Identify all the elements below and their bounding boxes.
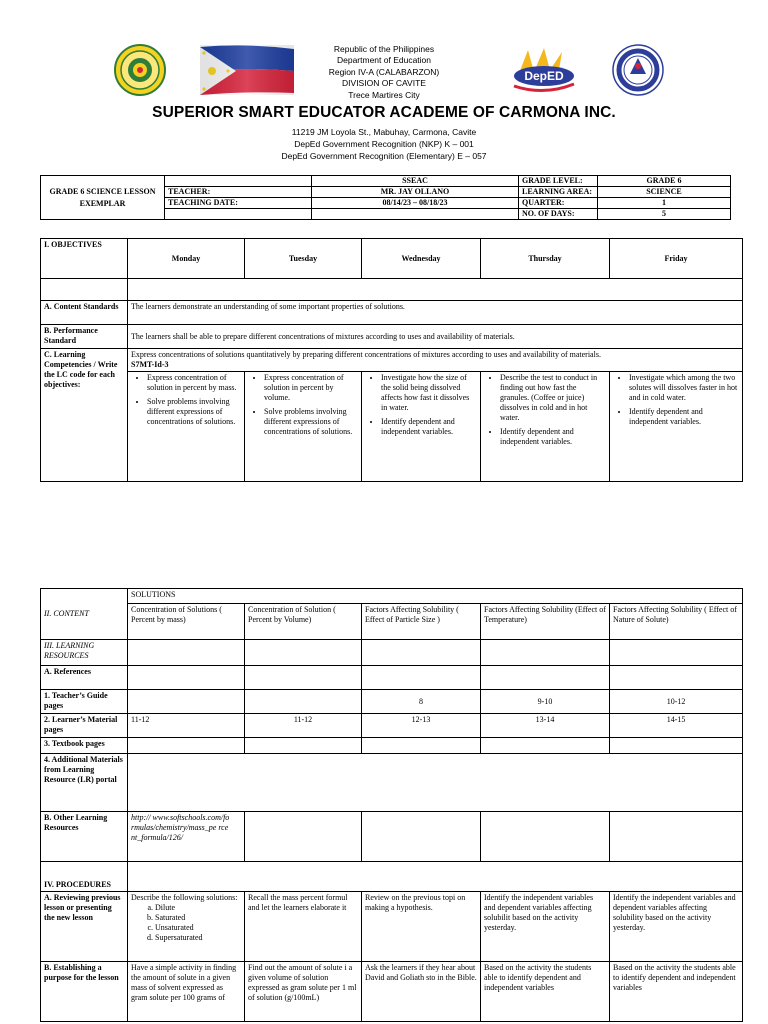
blank-cell bbox=[481, 738, 610, 754]
day-thursday: Thursday bbox=[481, 239, 610, 279]
objectives-table bbox=[40, 238, 743, 482]
lm-tuesday: 11-12 bbox=[245, 714, 362, 738]
other-resources-link[interactable]: http:// www.softschools.com/fo rmulas/chemistry/mass_pe rce nt_formula/126/ bbox=[128, 812, 245, 862]
day-tuesday: Tuesday bbox=[245, 239, 362, 279]
performance-standard-label: B. Performance Standard bbox=[41, 325, 128, 349]
deped-logo bbox=[508, 46, 580, 94]
blank-cell bbox=[610, 640, 743, 666]
content-friday: Factors Affecting Solubility ( Effect of Nature of Solute) bbox=[610, 604, 743, 640]
solution-type: d. Supersaturated bbox=[155, 933, 241, 943]
blank-cell bbox=[245, 738, 362, 754]
teacher-label: TEACHER: bbox=[165, 187, 312, 198]
tg-monday bbox=[128, 690, 245, 714]
grade-level-label: GRADE LEVEL: bbox=[519, 176, 598, 187]
blank-cell bbox=[128, 279, 743, 301]
objective-item: • Solve problems involving different expressions of concentrations of solutions. bbox=[264, 407, 358, 437]
address-line: DepEd Government Recognition (Elementary) E – 057 bbox=[281, 151, 487, 162]
blank-cell bbox=[245, 666, 362, 690]
objective-thursday bbox=[481, 372, 610, 482]
lm-wednesday: 12-13 bbox=[362, 714, 481, 738]
teaching-date-label: TEACHING DATE: bbox=[165, 198, 312, 209]
reviewing-thursday: Identify the independent variables and dependent variables affecting solubilit based on the activity yesterday. bbox=[481, 892, 610, 962]
learning-area-value: SCIENCE bbox=[598, 187, 731, 198]
purpose-monday: Have a simple activity in finding the amount of solute in a given mass of solvent expressed as gram solute per 100 grams of bbox=[128, 962, 245, 1022]
objective-item: • Investigate which among the two solutes will dissolves faster in hot and in cold water. bbox=[629, 373, 739, 403]
teaching-date-value: 08/14/23 – 08/18/23 bbox=[312, 198, 519, 209]
content-tuesday: Concentration of Solution ( Percent by Volume) bbox=[245, 604, 362, 640]
document-header bbox=[0, 0, 768, 170]
quarter-value: 1 bbox=[598, 198, 731, 209]
school-address bbox=[0, 126, 768, 163]
blank-cell bbox=[128, 666, 245, 690]
school-name: SUPERIOR SMART EDUCATOR ACADEME OF CARMONA INC. bbox=[152, 104, 616, 121]
blank-cell bbox=[128, 754, 743, 812]
competencies-text: Express concentrations of solutions quantitatively by preparing different concentrations of mixtures according to uses and availability of materials. bbox=[131, 350, 601, 359]
reviewing-wednesday: Review on the previous topi on making a hypothesis. bbox=[362, 892, 481, 962]
objective-item: • Express concentration of solution in percent by mass. bbox=[147, 373, 241, 393]
header-lines bbox=[234, 44, 534, 101]
header-line: Republic of the Philippines bbox=[333, 44, 435, 54]
reviewing-intro: Describe the following solutions: bbox=[131, 893, 238, 902]
tg-wednesday: 8 bbox=[362, 690, 481, 714]
teacher-name: MR. JAY OLLANO bbox=[312, 187, 519, 198]
day-monday: Monday bbox=[128, 239, 245, 279]
reviewing-monday bbox=[128, 892, 245, 962]
objective-monday bbox=[128, 372, 245, 482]
procedures-heading: IV. PROCEDURES bbox=[41, 862, 128, 892]
blank-cell bbox=[41, 279, 128, 301]
additional-materials-label: 4. Additional Materials from Learning Resource (LR) portal bbox=[41, 754, 128, 812]
other-resources-label: B. Other Learning Resources bbox=[41, 812, 128, 862]
objective-friday bbox=[610, 372, 743, 482]
solution-type: a. Dilute bbox=[155, 903, 241, 913]
content-thursday: Factors Affecting Solubility (Effect of Temperature) bbox=[481, 604, 610, 640]
quarter-label: QUARTER: bbox=[519, 198, 598, 209]
day-friday: Friday bbox=[610, 239, 743, 279]
purpose-label: B. Establishing a purpose for the lesson bbox=[41, 962, 128, 1022]
lc-code: S7MT-Id-3 bbox=[131, 360, 169, 369]
blank-cell bbox=[362, 812, 481, 862]
lesson-info-table bbox=[40, 175, 731, 220]
objective-item: • Identify dependent and independent variables. bbox=[381, 417, 477, 437]
blank-cell bbox=[481, 640, 610, 666]
objective-item: • Describe the test to conduct in finding out how fast the granules. (Coffee or juice) dissolves in cold and in hot water. bbox=[500, 373, 606, 423]
blank-cell bbox=[481, 812, 610, 862]
learning-area-label: LEARNING AREA: bbox=[519, 187, 598, 198]
content-standards-label: A. Content Standards bbox=[41, 301, 128, 325]
content-monday: Concentration of Solutions ( Percent by mass) bbox=[128, 604, 245, 640]
performance-standard-text: The learners shall be able to prepare different concentrations of mixtures according to uses and availability of materials. bbox=[128, 325, 743, 349]
learners-material-label: 2. Learner’s Material pages bbox=[41, 714, 128, 738]
lm-monday: 11-12 bbox=[128, 714, 245, 738]
objective-item: • Investigate how the size of the solid being dissolved affects how fast it dissolves in water. bbox=[381, 373, 477, 413]
lesson-title: GRADE 6 SCIENCE LESSON EXEMPLAR bbox=[41, 176, 165, 220]
days-label: NO. OF DAYS: bbox=[519, 209, 598, 220]
school-seal-logo bbox=[114, 44, 166, 96]
objective-tuesday bbox=[245, 372, 362, 482]
objective-wednesday bbox=[362, 372, 481, 482]
competencies-label: C. Learning Competencies / Write the LC code for each objectives: bbox=[41, 349, 128, 482]
objectives-heading: I. OBJECTIVES bbox=[41, 239, 128, 279]
content-table bbox=[40, 588, 743, 1022]
purpose-friday: Based on the activity the students able to identify dependent and independent variables bbox=[610, 962, 743, 1022]
blank-cell bbox=[128, 640, 245, 666]
deped-logo-text: DepED bbox=[524, 69, 564, 83]
content-topic: SOLUTIONS bbox=[128, 589, 743, 604]
blank-cell bbox=[128, 738, 245, 754]
address-line: DepEd Government Recognition (NKP) K – 001 bbox=[294, 139, 474, 150]
purpose-thursday: Based on the activity the students able to identify dependent and independent variables bbox=[481, 962, 610, 1022]
blank-cell bbox=[610, 738, 743, 754]
tg-tuesday bbox=[245, 690, 362, 714]
objective-item: • Identify dependent and independent variables. bbox=[500, 427, 606, 447]
blank-cell bbox=[312, 209, 519, 220]
solution-type: c. Unsaturated bbox=[155, 923, 241, 933]
header-line: DIVISION OF CAVITE bbox=[342, 78, 426, 89]
textbook-label: 3. Textbook pages bbox=[41, 738, 128, 754]
reviewing-label: A. Reviewing previous lesson or presenting the new lesson bbox=[41, 892, 128, 962]
address-line: 11219 JM Loyola St., Mabuhay, Carmona, Cavite bbox=[291, 127, 477, 137]
blank-cell bbox=[245, 640, 362, 666]
content-heading: II. CONTENT bbox=[41, 589, 128, 640]
header-line: Region IV-A (CALABARZON) bbox=[328, 66, 440, 77]
lm-friday: 14-15 bbox=[610, 714, 743, 738]
school-code: SSEAC bbox=[312, 176, 519, 187]
competencies-cell bbox=[128, 349, 743, 372]
days-value: 5 bbox=[598, 209, 731, 220]
objective-item: • Express concentration of solution in percent by volume. bbox=[264, 373, 358, 403]
header-line: Department of Education bbox=[336, 55, 432, 66]
blank-cell bbox=[610, 666, 743, 690]
header-line: Trece Martires City bbox=[348, 89, 420, 100]
teachers-guide-label: 1. Teacher’s Guide pages bbox=[41, 690, 128, 714]
reviewing-tuesday: Recall the mass percent formul and let the learners elaborate it bbox=[245, 892, 362, 962]
grade-level-value: GRADE 6 bbox=[598, 176, 731, 187]
blank-cell bbox=[362, 666, 481, 690]
blank-cell bbox=[481, 666, 610, 690]
blank-cell bbox=[610, 812, 743, 862]
objective-item: • Identify dependent and independent variables. bbox=[629, 407, 739, 427]
blank-cell bbox=[245, 812, 362, 862]
blank-cell bbox=[362, 738, 481, 754]
tg-friday: 10-12 bbox=[610, 690, 743, 714]
learning-resources-heading: III. LEARNING RESOURCES bbox=[41, 640, 128, 666]
tg-thursday: 9-10 bbox=[481, 690, 610, 714]
deped-seal-logo bbox=[612, 44, 664, 96]
content-wednesday: Factors Affecting Solubility ( Effect of Particle Size ) bbox=[362, 604, 481, 640]
blank-cell bbox=[128, 862, 743, 892]
reviewing-friday: Identify the independent variables and dependent variables affecting solubility based on the activity yesterday. bbox=[610, 892, 743, 962]
purpose-tuesday: Find out the amount of solute i a given volume of solution expressed as gram solute per 1 ml of solution (g/100mL) bbox=[245, 962, 362, 1022]
lm-thursday: 13-14 bbox=[481, 714, 610, 738]
blank-cell bbox=[165, 209, 312, 220]
references-label: A. References bbox=[41, 666, 128, 690]
objective-item: • Solve problems involving different expressions of concentrations of solutions. bbox=[147, 397, 241, 427]
blank-cell bbox=[362, 640, 481, 666]
content-standards-text: The learners demonstrate an understanding of some important properties of solutions. bbox=[128, 301, 743, 325]
blank-cell bbox=[165, 176, 312, 187]
day-wednesday: Wednesday bbox=[362, 239, 481, 279]
purpose-wednesday: Ask the learners if they hear about David and Goliath sto in the Bible. bbox=[362, 962, 481, 1022]
solution-type: b. Saturated bbox=[155, 913, 241, 923]
